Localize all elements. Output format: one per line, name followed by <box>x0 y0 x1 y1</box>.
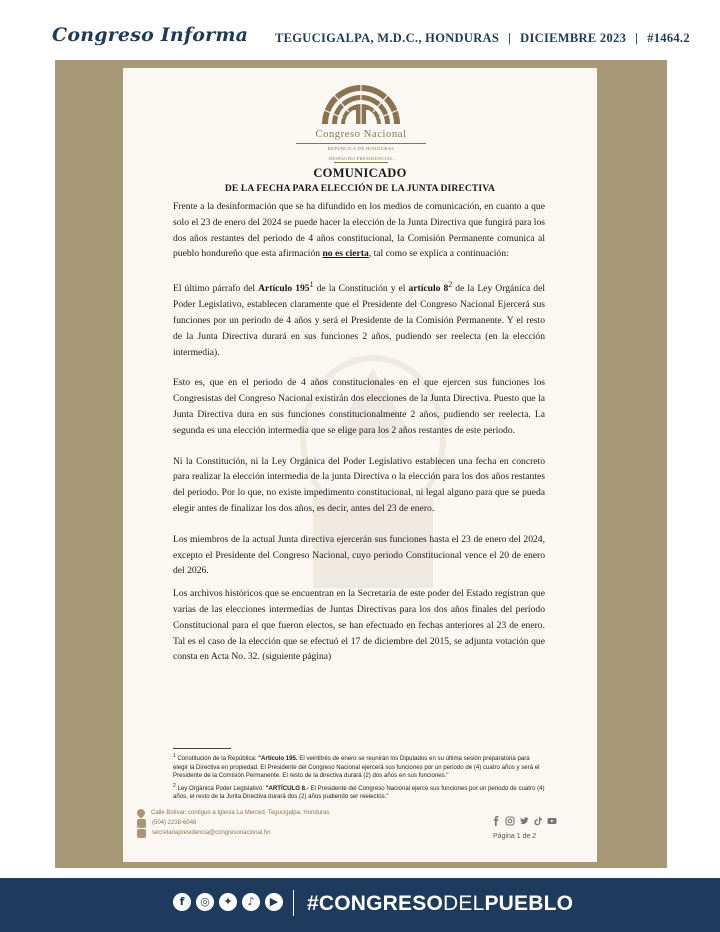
footnote-ref-2: 2 <box>448 280 453 290</box>
department-divider <box>334 162 388 163</box>
youtube-icon[interactable] <box>547 816 557 826</box>
tiktok-icon[interactable]: ♪ <box>242 893 260 911</box>
phone-icon <box>137 819 146 828</box>
paragraph-5: Los miembros de la actual Junta directiva ejercerán sus funciones hasta el 23 de enero del 2024, excepto el Presidente del Congreso Nacional, cuyo periodo Constitucional vence el 20 de enero del 2026. <box>173 533 545 577</box>
dateline-location: TEGUCIGALPA, M.D.C., HONDURAS <box>275 31 500 45</box>
department-name: DESPACHO PRESIDENCIAL <box>328 156 394 161</box>
email-icon <box>137 829 146 838</box>
footnote-1-label: Constitución de la República: <box>175 755 259 763</box>
tiktok-icon[interactable] <box>533 816 543 826</box>
paragraph-2-text-c: de la Ley Orgánica del Poder Legislativo, establecen claramente que el Presidente del Congreso Nacional Ejercerá sus funciones por un periodo de 4 años y será el Presidente de la Comisión Permanente. Y el resto de la Junta Directiva durará en sus funciones 2 años, pudiendo ser reelecta (en la elección intermedia). <box>173 283 545 358</box>
paragraph-2-text-a: El último párrafo del <box>173 283 259 295</box>
footnote-2-article: "ARTÍCULO 8.- <box>265 784 309 792</box>
footnote-1 <box>173 752 545 781</box>
location-pin-icon <box>135 807 146 818</box>
letter-social-icons <box>491 816 557 826</box>
publication-brand: Congreso Informa <box>52 24 249 46</box>
contact-phone: (504) 2238-6048 <box>152 820 197 826</box>
instagram-icon[interactable] <box>505 816 515 826</box>
paragraph-1-text-a: Frente a la desinformación que se ha difundido en los medios de comunicación, en cuanto a que solo el 23 de enero del 2024 se puede hacer la elección de la Junta Directiva que fungirá para los dos años restantes del periodo de 4 años constitucional, la Comisión Permanente comunica al pueblo hondureño que esta afirmación <box>173 201 545 260</box>
twitter-icon[interactable] <box>519 816 529 826</box>
congress-logo <box>296 80 426 163</box>
footnotes <box>173 752 545 803</box>
document-body <box>173 199 545 680</box>
hashtag-part-3: PUEBLO <box>484 892 574 915</box>
facebook-icon[interactable] <box>491 816 501 826</box>
contact-email-row <box>137 828 417 838</box>
chamber-hemicycle-icon <box>316 80 406 128</box>
instagram-icon[interactable]: ◎ <box>196 893 214 911</box>
paragraph-1-emphasis: no es cierta <box>322 248 369 260</box>
institution-name: Congreso Nacional <box>315 129 407 140</box>
paragraph-2-text-b: de la Constitución y el <box>313 283 409 295</box>
twitter-icon[interactable]: ✦ <box>219 893 237 911</box>
youtube-icon[interactable]: ▶ <box>265 893 283 911</box>
document-subtitle: DE LA FECHA PARA ELECCIÓN DE LA JUNTA DIRECTIVA <box>224 183 496 194</box>
campaign-hashtag <box>307 892 573 916</box>
contact-phone-row <box>137 818 417 828</box>
contact-email[interactable]: secretariapresidencia@congresonacional.hn <box>152 830 271 836</box>
contact-address: Calle Bolívar, contiguo a Iglesia La Merced, Tegucigalpa, Honduras <box>151 810 330 816</box>
footnote-2-marker: 2 <box>173 782 176 789</box>
footnote-ref-1: 1 <box>309 280 314 290</box>
paragraph-6: Los archivos históricos que se encuentran en la Secretaría de este poder del Estado registran que varias de las elecciones intermedias de Juntas Directivas para los dos años finales del periodo Constitucional para el que fueron electos, se han efectuado en fechas anteriores al 23 de enero. Tal es el caso de la elección que se efectuó el 17 de diciembre del 2015, se adjunta votación que consta en Acta No. 32. (siguiente página) <box>173 588 545 663</box>
paragraph-2 <box>173 277 545 360</box>
footnote-1-marker: 1 <box>173 753 176 759</box>
bottom-banner <box>0 878 720 932</box>
hashtag-part-1: #CONGRESO <box>307 892 443 915</box>
contact-block <box>137 808 417 838</box>
dateline: TEGUCIGALPA, M.D.C., HONDURAS | DICIEMBRE 2023 | #1464.2 <box>275 31 690 45</box>
letter-page <box>123 68 597 862</box>
footnote-1-text: El veintitrés de enero se reunirán los Diputados en su última sesión preparatoria para elegir la Directiva en propiedad. El Presidente del Congreso Nacional ejercerá sus funciones por un periodo de (4) cuatro años y será el Presidente de la Comisión Permanente. El resto de la directiva durará (2) dos años en sus funciones." <box>173 755 540 780</box>
article-195-ref: Artículo 195 <box>258 283 310 295</box>
hashtag-part-2: DEL <box>443 892 485 915</box>
footnote-2-text: El Presidente del Congreso Nacional ejerce sus funciones por un periodo de cuatro (4) años, el resto de la Junta Directiva durará dos (2) años pudiendo ser reelectos." <box>173 784 545 801</box>
paragraph-1 <box>173 199 545 262</box>
footnote-rule <box>173 748 231 749</box>
institution-subtitle: REPÚBLICA DE HONDURAS <box>327 146 395 151</box>
facebook-icon[interactable]: f <box>173 893 191 911</box>
paragraph-3: Esto es, que en el periodo de 4 años constitucionales en el que ejercen sus funciones los Congresistas del Congreso Nacional existirán dos elecciones de la Junta Directiva. Puesto que la Junta Directiva dura en sus funciones constitucionalmente 2 años, pudiendo ser reelecta. La segunda es una elección intermedia que se elige para los 2 años restantes de este periodo. <box>173 377 545 436</box>
masthead <box>0 0 720 64</box>
dateline-date: DICIEMBRE 2023 <box>520 31 627 45</box>
letterhead-divider <box>296 143 426 144</box>
article-8-ref: artículo 8 <box>408 283 449 295</box>
paragraph-4: Ni la Constitución, ni la Ley Orgánica del Poder Legislativo establecen una fecha en concreto para realizar la elección intermedia de la junta Directiva o la elección para los dos años restantes del periodo. Por lo que, no existe impedimento constitucional, ni legal alguno para que se pueda elegir antes de finalizar los dos años, es decir, antes del 23 de enero. <box>173 455 545 514</box>
dateline-issue: #1464.2 <box>647 31 690 45</box>
paragraph-1-text-b: , tal como se explica a continuación: <box>368 248 509 260</box>
footnote-2 <box>173 782 545 802</box>
footnote-2-label: Ley Orgánica Poder Legislativo: <box>175 784 266 792</box>
banner-social-icons <box>173 893 283 911</box>
document-title: COMUNICADO <box>313 166 407 180</box>
page-number: Página 1 de 2 <box>493 833 537 840</box>
banner-divider <box>293 890 294 916</box>
footnote-1-article: "Artículo 195. <box>258 755 298 763</box>
contact-address-row <box>137 808 417 818</box>
